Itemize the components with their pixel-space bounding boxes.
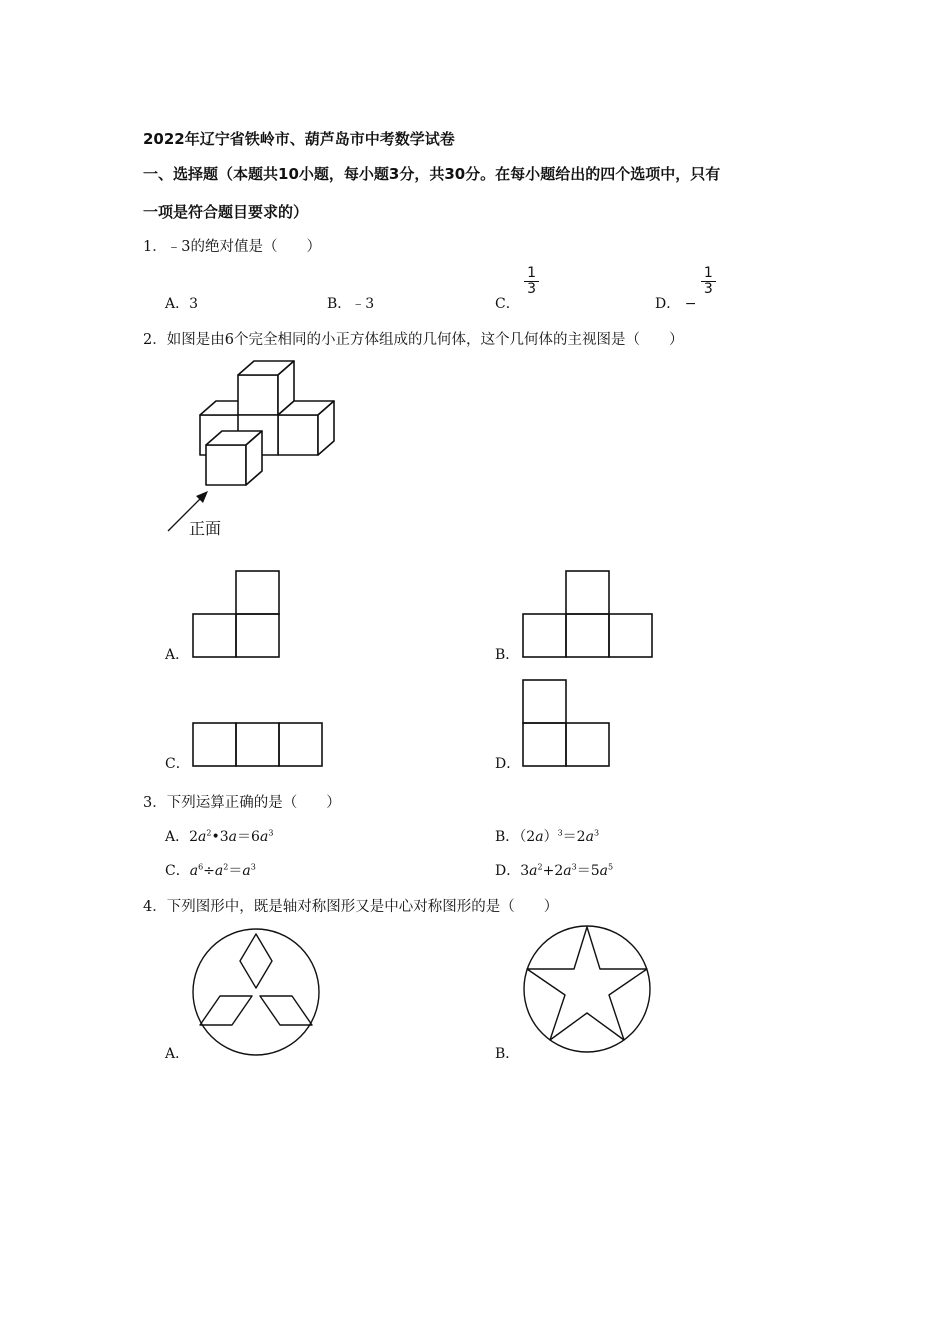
q1-option-c xyxy=(495,266,539,313)
q3-option-a: A．$2a^2•3a=6a^3$ xyxy=(165,828,274,845)
q2-option-d-figure xyxy=(522,679,612,769)
q2-option-c-figure xyxy=(192,722,327,770)
q4-stem: 4．下列图形中，既是轴对称图形又是中心对称图形的是（ ） xyxy=(143,899,559,915)
q1-d-numerator: 1 xyxy=(701,266,716,282)
q4-option-b-label: B． xyxy=(495,1046,520,1062)
q2-option-c-label: C． xyxy=(165,756,190,772)
q3-option-c: C．$a^6\div a^2=a^3$ xyxy=(165,862,256,879)
q3-option-d-label: D． xyxy=(495,863,521,879)
q2-option-b-label: B． xyxy=(495,647,520,663)
q2-option-d-label: D． xyxy=(495,756,521,772)
q4-option-a-label: A． xyxy=(165,1046,190,1062)
q4-option-a-figure xyxy=(192,928,322,1058)
exam-title: 2022年辽宁省铁岭市、葫芦岛市中考数学试卷 xyxy=(143,130,455,148)
q1-option-d xyxy=(655,266,716,313)
q1-option-d-fraction xyxy=(701,266,716,297)
q2-stem: 2．如图是由6个完全相同的小正方体组成的几何体，这个几何体的主视图是（ ） xyxy=(143,332,684,348)
q1-d-denominator: 3 xyxy=(703,281,713,297)
section-heading-line1: 一、选择题（本题共10小题，每小题3分，共30分。在每小题给出的四个选项中，只有 xyxy=(143,165,721,183)
q1-option-c-label: C． xyxy=(495,296,520,312)
q1-option-a: A．3 xyxy=(165,296,199,312)
q1-option-d-label: D． xyxy=(655,296,681,312)
q1-d-sign: − xyxy=(684,296,697,312)
q3-option-c-label: C． xyxy=(165,863,190,879)
q1-c-denominator: 3 xyxy=(527,281,537,297)
q3-option-a-label: A． xyxy=(165,829,190,845)
q2-option-a-figure xyxy=(192,570,282,660)
section-heading-line2: 一项是符合题目要求的） xyxy=(143,203,309,221)
q3-stem: 3．下列运算正确的是（ ） xyxy=(143,795,341,811)
q2-option-b-figure xyxy=(522,570,657,660)
q3-option-d: D．$3a^2+2a^3=5a^5$ xyxy=(495,862,614,879)
q4-option-b-figure xyxy=(522,925,657,1060)
q2-front-label: 正面 xyxy=(189,519,222,538)
q1-stem: 1．﹣3的绝对值是（ ） xyxy=(143,239,321,255)
q1-option-b: B．﹣3 xyxy=(327,296,375,312)
q2-cube-figure xyxy=(160,355,330,545)
q3-option-b-label: B． xyxy=(495,829,520,845)
q1-c-numerator: 1 xyxy=(524,266,539,282)
q1-option-c-fraction xyxy=(524,266,539,297)
q3-option-b: B．$(2a)^3=2a^3$ xyxy=(495,828,600,845)
q2-option-a-label: A． xyxy=(165,647,190,663)
